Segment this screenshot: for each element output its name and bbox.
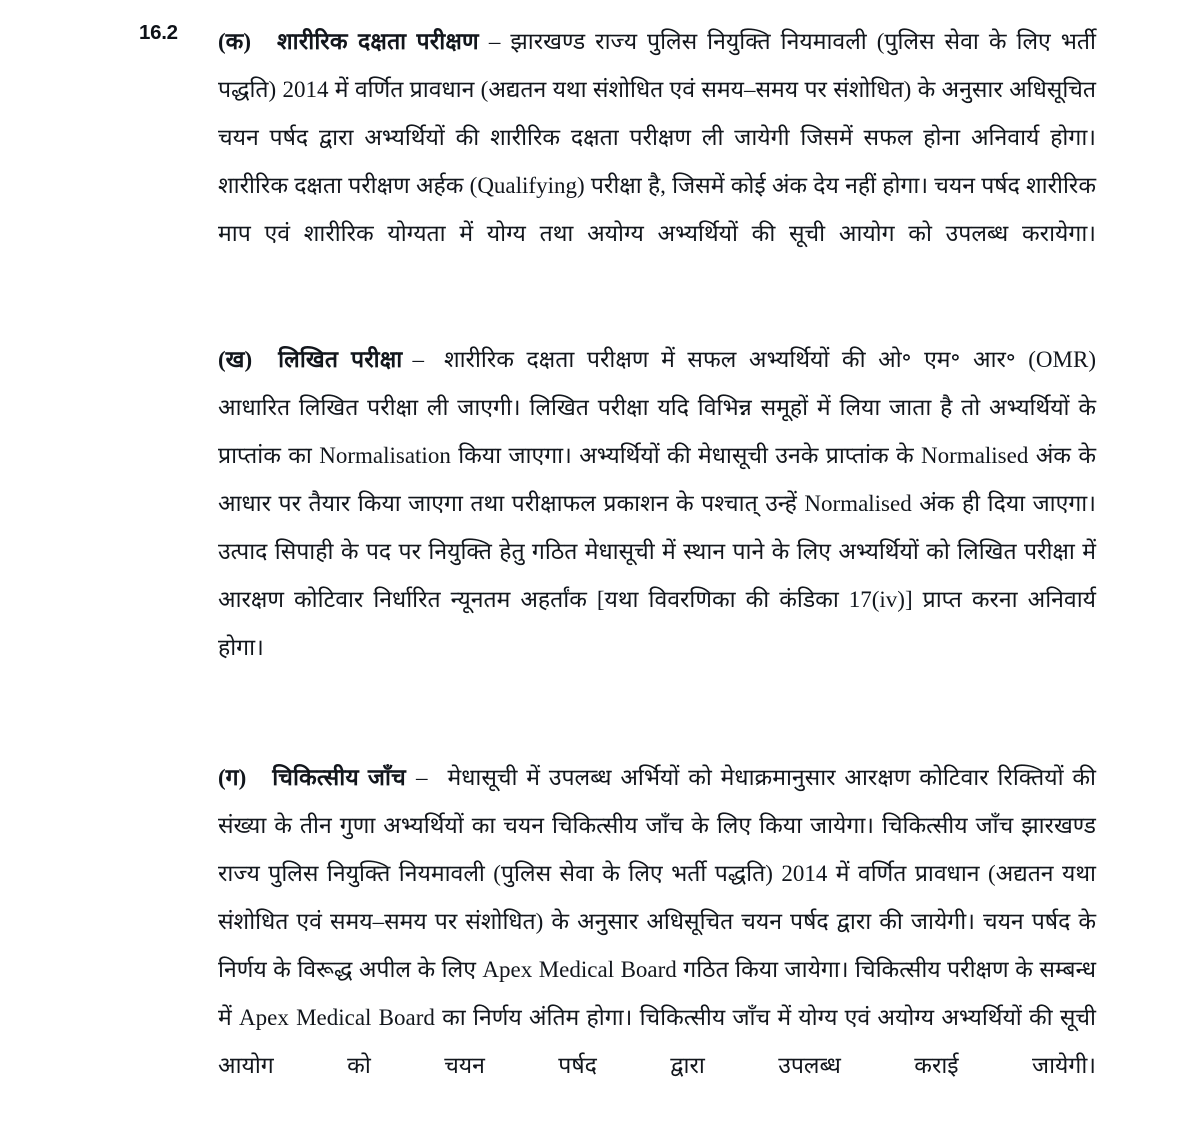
paragraph-dash-ka: – <box>488 29 501 54</box>
paragraph-heading-kha: लिखित परीक्षा <box>278 347 403 372</box>
paragraph-kha <box>218 336 1096 720</box>
paragraph-dash-kha: – <box>412 347 424 372</box>
paragraph-ga <box>218 754 1096 1138</box>
paragraph-label-ga: (ग) <box>218 765 247 790</box>
paragraph-body-ka: झारखण्ड राज्य पुलिस नियुक्ति नियमावली (पुलिस सेवा के लिए भर्ती पद्धति) 2014 में वर्णित प्रावधान (अद्यतन यथा संशोधित एवं समय–समय पर संशोधित) के अनुसार अधिसूचित चयन पर्षद द्वारा अभ्यर्थियों की शारीरिक दक्षता परीक्षण ली जायेगी जिसमें सफल होना अनिवार्य होगा। शारीरिक दक्षता परीक्षण अर्हक (Qualifying) परीक्षा है, जिसमें कोई अंक देय नहीं होगा। चयन पर्षद शारीरिक माप एवं शारीरिक योग्यता में योग्य तथा अयोग्य अभ्यर्थियों की सूची आयोग को उपलब्ध करायेगा। <box>218 29 1096 246</box>
clause-16-2 <box>139 18 1096 1138</box>
paragraph-dash-ga: – <box>415 765 428 790</box>
paragraph-heading-ga: चिकित्सीय जाँच <box>272 765 406 790</box>
paragraph-label-kha: (ख) <box>218 347 253 372</box>
clause-body-column <box>218 18 1096 1138</box>
paragraph-ka <box>218 18 1096 306</box>
paragraph-label-ka: (क) <box>218 29 251 54</box>
paragraph-heading-ka: शारीरिक दक्षता परीक्षण <box>276 29 479 54</box>
paragraph-body-kha: शारीरिक दक्षता परीक्षण में सफल अभ्यर्थियों की ओ॰ एम॰ आर॰ (OMR) आधारित लिखित परीक्षा ली जाएगी। लिखित परीक्षा यदि विभिन्न समूहों में लिया जाता है तो अभ्यर्थियों के प्राप्तांक का Normalisation किया जाएगा। अभ्यर्थियों की मेधासूची उनके प्राप्तांक के Normalised अंक के आधार पर तैयार किया जाएगा तथा परीक्षाफल प्रकाशन के पश्चात् उन्हें Normalised अंक ही दिया जाएगा। उत्पाद सिपाही के पद पर नियुक्ति हेतु गठित मेधासूची में स्थान पाने के लिए अभ्यर्थियों को लिखित परीक्षा में आरक्षण कोटिवार निर्धारित न्यूनतम अहर्तांक [यथा विवरणिका की कंडिका 17(iv)] प्राप्त करना अनिवार्य होगा। <box>218 347 1096 660</box>
clause-number: 16.2 <box>139 21 178 44</box>
paragraph-body-ga: मेधासूची में उपलब्ध अर्भियों को मेधाक्रमानुसार आरक्षण कोटिवार रिक्तियों की संख्या के तीन गुणा अभ्यर्थियों का चयन चिकित्सीय जाँच के लिए किया जायेगा। चिकित्सीय जाँच झारखण्ड राज्य पुलिस नियुक्ति नियमावली (पुलिस सेवा के लिए भर्ती पद्धति) 2014 में वर्णित प्रावधान (अद्यतन यथा संशोधित एवं समय–समय पर संशोधित) के अनुसार अधिसूचित चयन पर्षद द्वारा की जायेगी। चयन पर्षद के निर्णय के विरूद्ध अपील के लिए Apex Medical Board गठित किया जायेगा। चिकित्सीय परीक्षण के सम्बन्ध में Apex Medical Board का निर्णय अंतिम होगा। चिकित्सीय जाँच में योग्य एवं अयोग्य अभ्यर्थियों की सूची आयोग को चयन पर्षद द्वारा उपलब्ध कराई जायेगी। <box>218 765 1096 1078</box>
